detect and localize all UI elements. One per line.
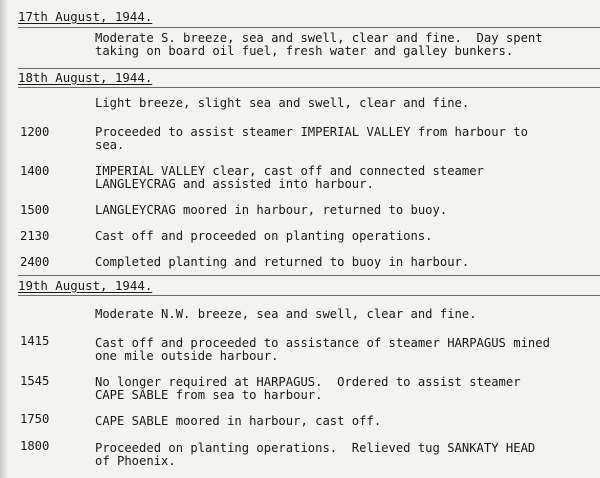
log-entry-text: Moderate N.W. breeze, sea and swell, clear and fine. [95,307,477,321]
log-entry-text: Proceeded to assist steamer IMPERIAL VALLEY from harbour to sea. [95,125,528,152]
section-divider [18,295,600,296]
log-entry-time: 1750 [20,412,50,426]
log-entry-text: LANGLEYCRAG moored in harbour, returned to buoy. [95,203,448,217]
section-divider [18,87,600,88]
log-entry-time: 2130 [20,229,50,243]
section-divider [18,68,600,69]
log-entry-time: 1200 [20,125,50,139]
date-heading-18-august: 18th August, 1944. [18,70,153,85]
log-entry-text: Cast off and proceeded to assistance of steamer HARPAGUS mined one mile outside harbour. [95,336,550,363]
log-entry-text: Cast off and proceeded on planting operations. [95,229,433,243]
date-heading-17-august: 17th August, 1944. [18,9,153,24]
log-entry-time: 1500 [20,203,50,217]
log-entry-text: Light breeze, slight sea and swell, clear and fine. [95,96,470,110]
section-divider [18,27,600,28]
page-edge-shadow [0,0,8,478]
log-entry-text: Proceeded on planting operations. Relieved tug SANKATY HEAD of Phoenix. [95,441,536,468]
log-entry-text: IMPERIAL VALLEY clear, cast off and connected steamer LANGLEYCRAG and assisted into harbour. [95,164,484,191]
log-entry-time: 1545 [20,374,50,388]
log-entry-time: 1415 [20,334,50,348]
log-entry-time: 2400 [20,255,50,269]
log-entry-text: CAPE SABLE moored in harbour, cast off. [95,414,382,428]
log-entry-text: Completed planting and returned to buoy in harbour. [95,255,470,269]
log-entry-time: 1800 [20,439,50,453]
log-entry-text: No longer required at HARPAGUS. Ordered to assist steamer CAPE SABLE from sea to harbour. [95,375,521,402]
log-entry-time: 1400 [20,164,50,178]
section-divider [18,275,600,276]
log-entry-text: Moderate S. breeze, sea and swell, clear and fine. Day spent taking on board oil fuel, fresh water and galley bunkers. [95,31,543,58]
date-heading-19-august: 19th August, 1944. [18,278,153,293]
